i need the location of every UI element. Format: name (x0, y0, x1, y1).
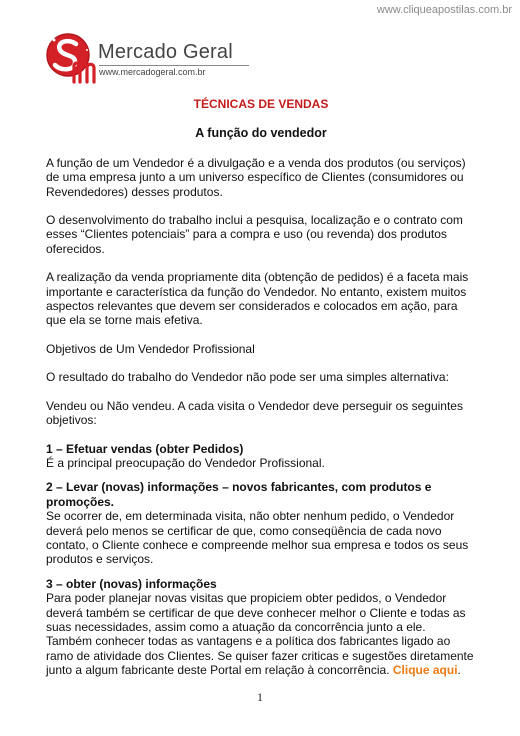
paragraph-result: O resultado do trabalho do Vendedor não pode ser uma simples alternativa: (46, 370, 449, 385)
section-2-heading: 2 – Levar (novas) informações – novos fabricantes, com produtos e promoções. (46, 480, 432, 509)
watermark-url: www.cliqueapostilas.com.br (376, 4, 512, 16)
paragraph-sale-realization: A realização da venda propriamente dita (obtenção de pedidos) é a faceta mais importante e característica da função do Vendedor. No entanto, existem muitos aspectos relevantes que devem ser considerados e colocados em ação, para que ela se torne mais efetiva. (46, 270, 469, 328)
section-3-heading: 3 – obter (novas) informações (46, 576, 217, 591)
paragraph-objectives-heading: Objetivos de Um Vendedor Profissional (46, 341, 255, 356)
section-2 (46, 480, 476, 566)
section-1-body: É a principal preocupação do Vendedor Profissional. (46, 455, 325, 470)
link-suffix: . (457, 663, 461, 678)
page-number: 1 (257, 690, 263, 704)
paragraph-development: O desenvolvimento do trabalho inclui a pesquisa, localização e o contrato com esses “Clientes potenciais” para a compra e uso (ou revenda) dos produtos oferecidos. (46, 213, 463, 256)
section-1-heading: 1 – Efetuar vendas (obter Pedidos) (46, 441, 244, 456)
logo-divider (99, 65, 249, 66)
document-title: TÉCNICAS DE VENDAS (193, 97, 329, 111)
logo-name: Mercado Geral (98, 41, 233, 63)
document-body (46, 97, 476, 688)
clique-aqui-link[interactable]: Clique aqui (392, 663, 458, 678)
section-3-body-2: Também conhecer todas as vantagens e a política dos fabricantes ligado ao ramo de atividade dos Clientes. Se quiser fazer criticas e sugestões diretamente junto a algum fabricante deste Portal em relação à concorrência. (46, 634, 474, 678)
section-3-body-1: Para poder planejar novas visitas que propiciem obter pedidos, o Vendedor deverá também se certificar de que deve conhecer melhor o Cliente e todas as suas necessidades, assim como a atuação da concorrência junto a ele. (46, 591, 466, 634)
section-3 (46, 577, 476, 678)
paragraph-sold-or-not: Vendeu ou Não vendeu. A cada visita o Vendedor deve perseguir os seguintes objetivos: (46, 398, 463, 428)
logo-mark-icon (46, 30, 98, 84)
paragraph-function: A função de um Vendedor é a divulgação e a venda dos produtos (ou serviços) de uma empresa junto a um universo específico de Clientes (consumidores ou Revendedores) desses produtos. (46, 155, 466, 199)
section-2-body: Se ocorrer de, em determinada visita, não obter nenhum pedido, o Vendedor deverá pelo menos se certificar de que, como conseqüência de cada novo contato, o Cliente conhece e compreende melhor sua empresa e todos os seus produtos e serviços. (46, 509, 469, 567)
mercado-geral-logo (46, 30, 233, 84)
section-1 (46, 442, 476, 471)
document-subtitle: A função do vendedor (195, 126, 327, 141)
logo-url: www.mercadogeral.com.br (99, 67, 206, 77)
